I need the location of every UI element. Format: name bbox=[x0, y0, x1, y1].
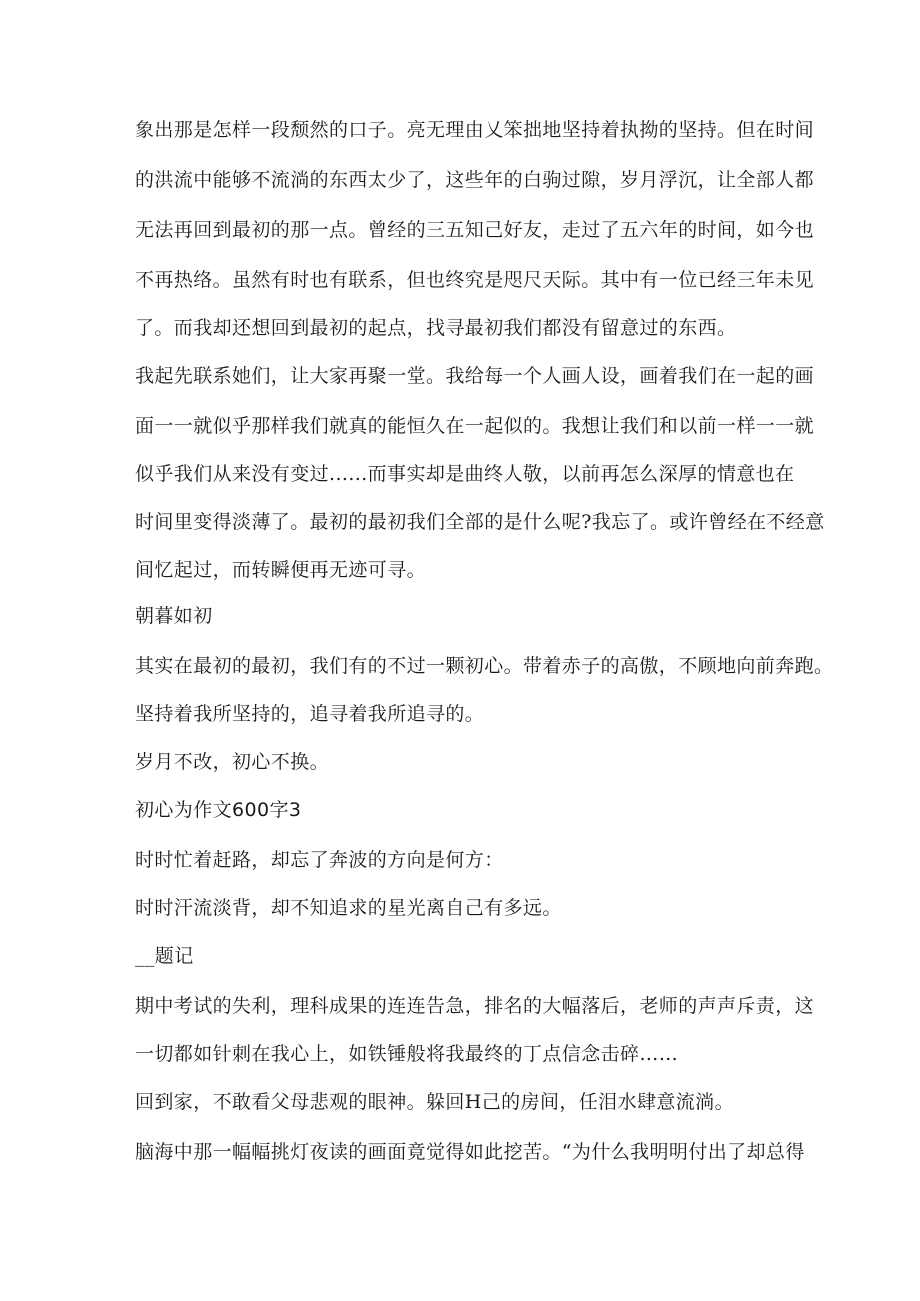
epigraph-line: 时时忙着赶路，却忘了奔波的方向是何方： bbox=[135, 849, 504, 871]
epigraph-line: 时时汗流淡背，却不知追求的星光离自己有多远。 bbox=[135, 897, 562, 919]
paragraph-line: 回到家，不敢看父母悲观的眼神。躲回H己的房间，任泪水肆意流淌。 bbox=[135, 1091, 734, 1113]
paragraph-line: 无法再回到最初的那一点。曾经的三五知己好友，走过了五六年的时间，如今也 bbox=[135, 219, 815, 241]
paragraph-line: 象出那是怎样一段颓然的口子。亮无理由乂笨拙地坚持着执拗的坚持。但在时间 bbox=[135, 119, 815, 141]
paragraph-line: 其实在最初的最初，我们有的不过一颗初心。带着赤子的高傲，不顾地向前奔跑。 bbox=[135, 655, 834, 677]
paragraph-line: 间忆起过，而转瞬便再无迹可寻。 bbox=[135, 559, 427, 581]
paragraph-line: 似乎我们从来没有变过......而事实却是曲终人敬，以前再怎么深厚的情意也在 bbox=[135, 463, 795, 485]
paragraph-line: 面一一就似乎那样我们就真的能恒久在一起似的。我想让我们和以前一样一一就 bbox=[135, 415, 815, 437]
paragraph-line: 时间里变得淡薄了。最初的最初我们全部的是什么呢?我忘了。或许曾经在不经意 bbox=[135, 511, 825, 533]
epigraph-attribution: __题记 bbox=[135, 945, 194, 967]
paragraph-line: 的洪流中能够不流淌的东西太少了，这些年的白驹过隙，岁月浮沉，让全部人都 bbox=[135, 169, 815, 191]
paragraph-line: 不再热络。虽然有时也有联系，但也终究是咫尺天际。其中有一位已经三年未见 bbox=[135, 269, 815, 291]
paragraph-line: 坚持着我所坚持的，追寻着我所追寻的。 bbox=[135, 703, 485, 725]
paragraph-line: 了。而我却还想回到最初的起点，找寻最初我们都没有留意过的东西。 bbox=[135, 317, 737, 339]
paragraph-line: 脑海中那一幅幅挑灯夜读的画面竟觉得如此挖苦。“为什么我明明付出了却总得 bbox=[135, 1141, 805, 1163]
section-heading: 朝暮如初 bbox=[135, 605, 213, 627]
essay-title: 初心为作文600字3 bbox=[135, 799, 302, 821]
paragraph-line: 我起先联系她们，让大家再聚一堂。我给每一个人画人设，画着我们在一起的画 bbox=[135, 365, 815, 387]
paragraph-line: 期中考试的失利，理科成果的连连告急，排名的大幅落后，老师的声声斥责，这 bbox=[135, 995, 815, 1017]
paragraph-line: 岁月不改，初心不换。 bbox=[135, 751, 330, 773]
paragraph-line: 一切都如针刺在我心上，如铁锤般将我最终的丁点信念击碎…… bbox=[135, 1043, 679, 1065]
